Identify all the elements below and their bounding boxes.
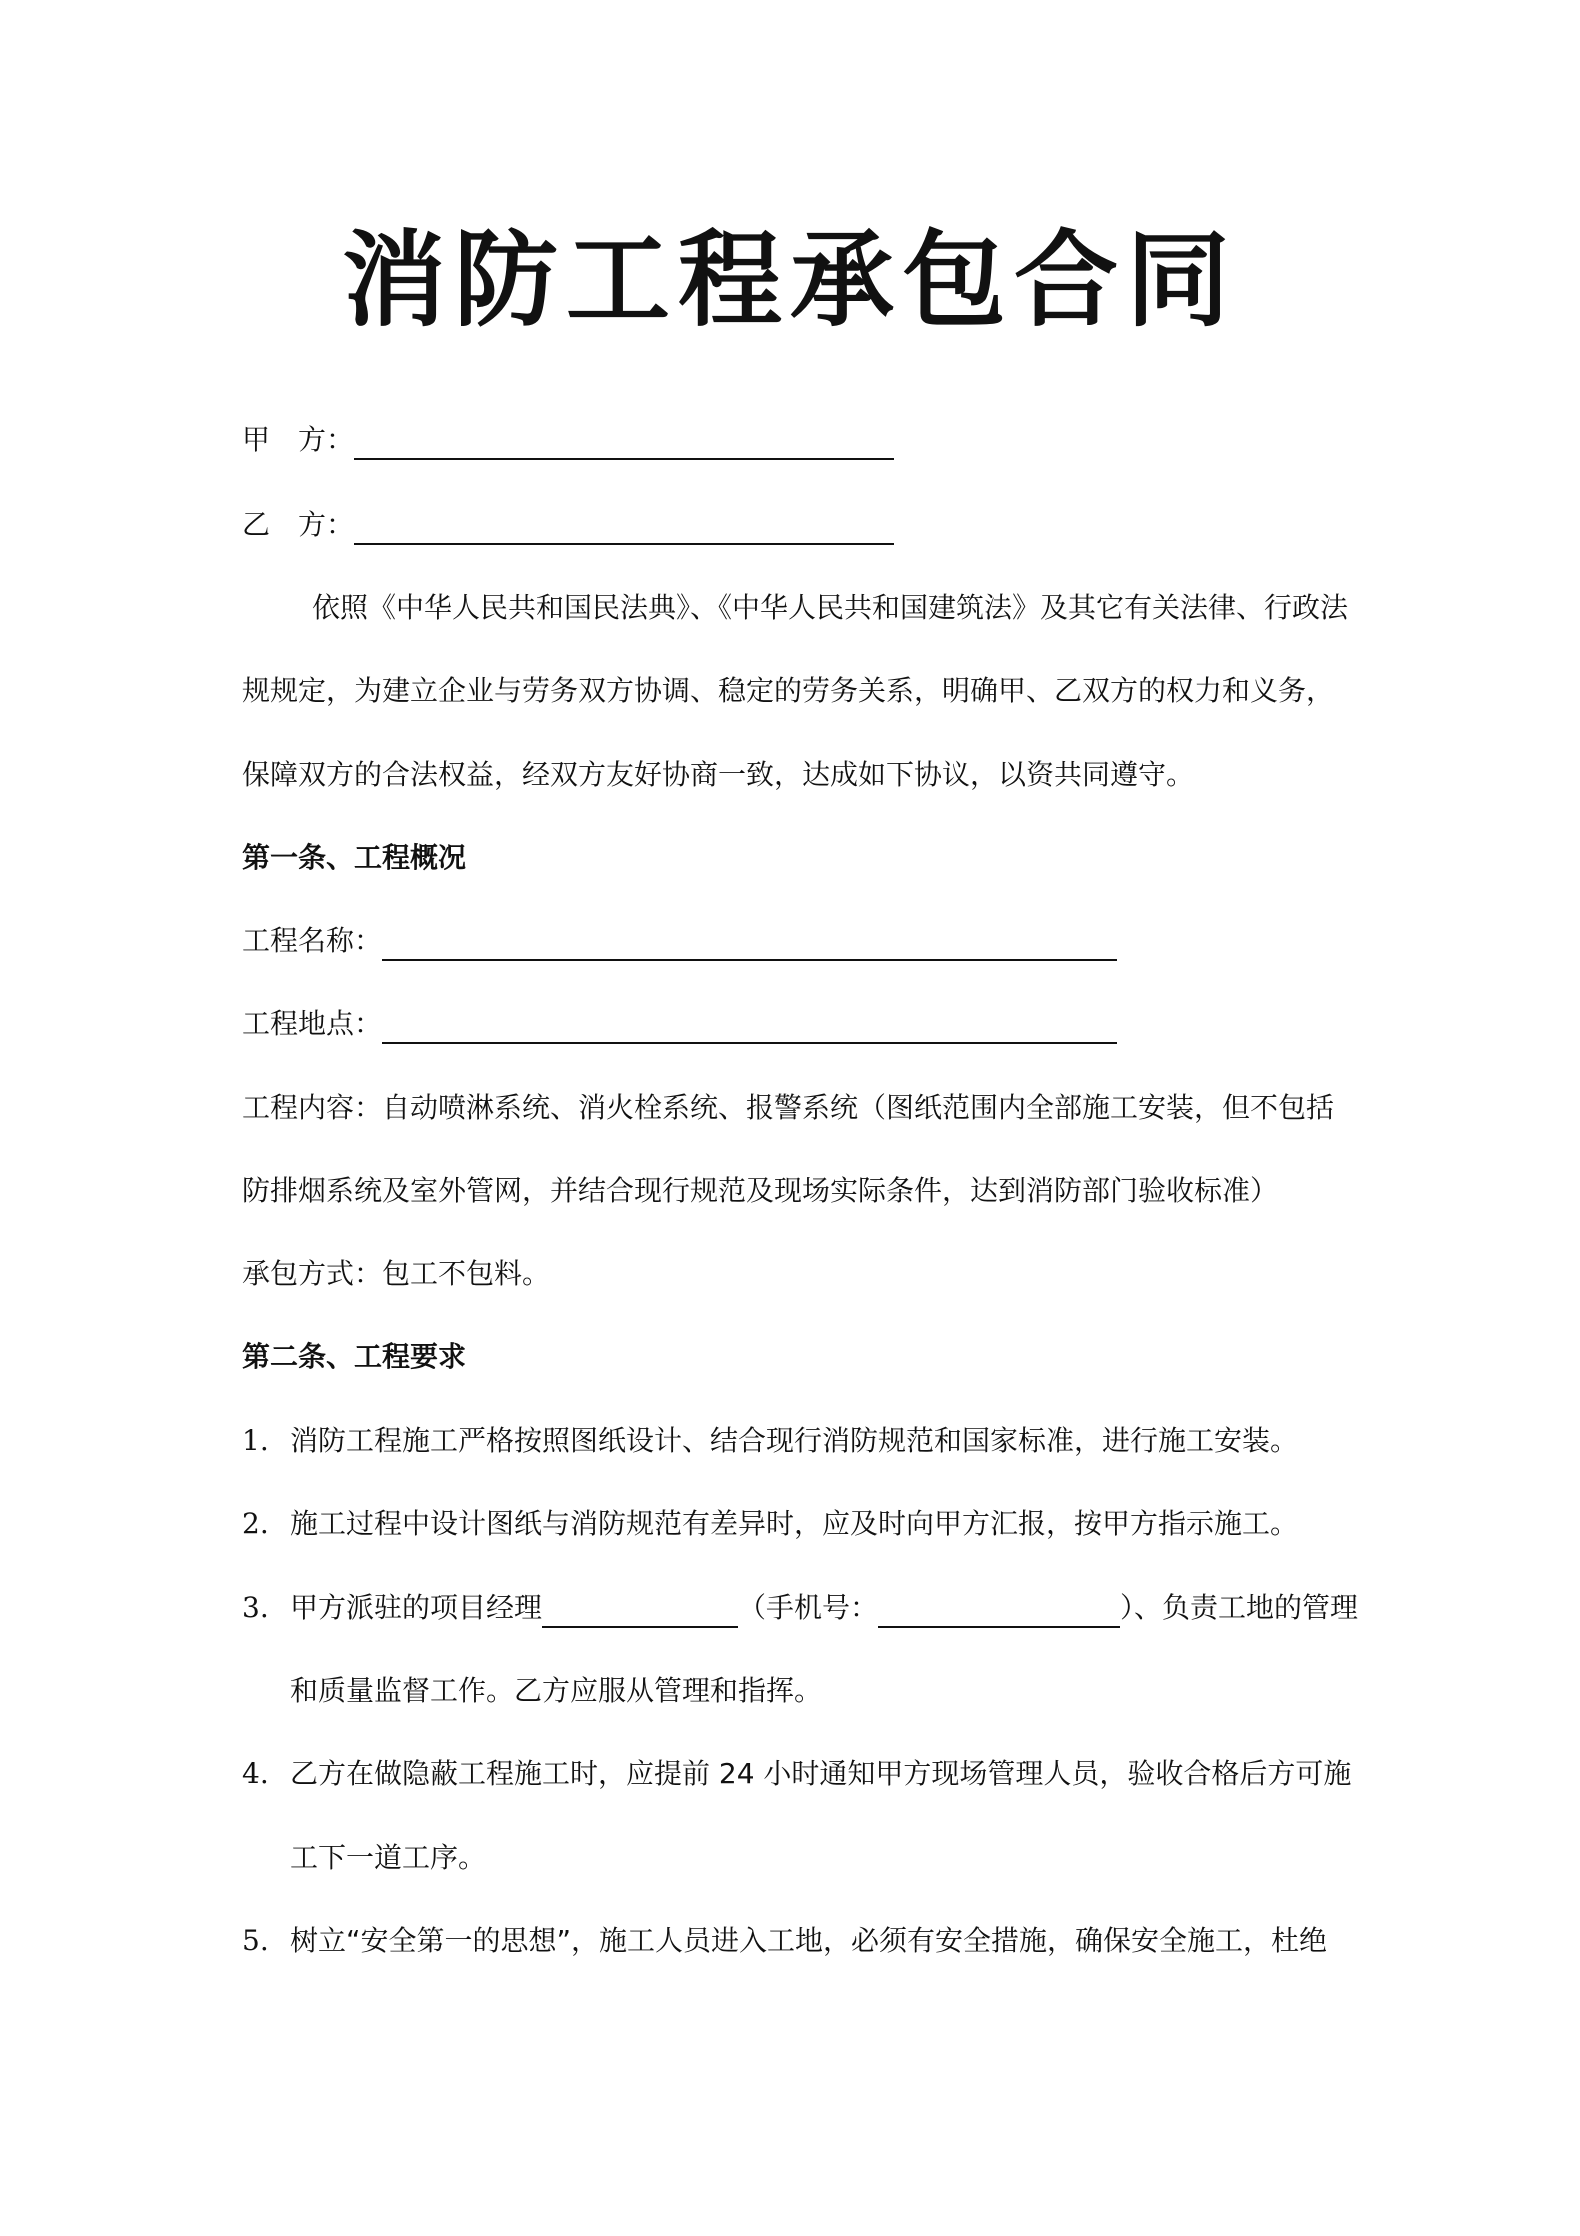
party-a-row xyxy=(242,420,894,460)
intro-line-2: 规规定，为建立企业与劳务双方协调、稳定的劳务关系，明确甲、乙双方的权力和义务， xyxy=(242,674,1335,707)
project-name-label: 工程名称： xyxy=(242,924,383,957)
requirement-item xyxy=(242,1921,1327,1961)
project-content-line-1: 工程内容：自动喷淋系统、消火栓系统、报警系统（图纸范围内全部施工安装，但不包括 xyxy=(242,1091,1335,1124)
party-b-row xyxy=(242,505,894,545)
party-a-blank xyxy=(354,428,894,460)
party-b-blank xyxy=(354,513,894,545)
project-site-label: 工程地点： xyxy=(242,1007,383,1040)
item-text: 消防工程施工严格按照图纸设计、结合现行消防规范和国家标准，进行施工安装。 xyxy=(290,1424,1299,1457)
contract-mode: 承包方式：包工不包料。 xyxy=(242,1257,551,1290)
project-site-row xyxy=(242,1004,1117,1044)
requirement-item xyxy=(242,1754,1351,1794)
item-number: 3. xyxy=(242,1591,269,1624)
project-name-blank xyxy=(382,929,1117,961)
document-title: 消防工程承包合同 xyxy=(341,219,1238,341)
project-name-row xyxy=(242,921,1117,961)
section-1-heading: 第一条、工程概况 xyxy=(242,841,467,874)
item-number: 5. xyxy=(242,1924,269,1957)
project-content-line-2: 防排烟系统及室外管网，并结合现行规范及现场实际条件，达到消防部门验收标准） xyxy=(242,1174,1279,1207)
requirement-item xyxy=(242,1588,1358,1628)
requirement-item-continuation: 工下一道工序。 xyxy=(290,1841,487,1874)
requirement-item xyxy=(242,1504,1298,1544)
phone-number-blank xyxy=(878,1596,1120,1628)
requirement-item xyxy=(242,1421,1298,1461)
item-text: ）、负责工地的管理 xyxy=(1120,1591,1359,1624)
item-number: 1. xyxy=(242,1424,269,1457)
item-number: 2. xyxy=(242,1507,269,1540)
intro-line-3: 保障双方的合法权益，经双方友好协商一致，达成如下协议，以资共同遵守。 xyxy=(242,758,1195,791)
requirement-item-continuation: 和质量监督工作。乙方应服从管理和指挥。 xyxy=(290,1674,823,1707)
item-text: 施工过程中设计图纸与消防规范有差异时，应及时向甲方汇报，按甲方指示施工。 xyxy=(290,1507,1299,1540)
item-text: 乙方在做隐蔽工程施工时，应提前 24 小时通知甲方现场管理人员，验收合格后方可施 xyxy=(290,1757,1352,1790)
item-text: 树立“安全第一的思想”，施工人员进入工地，必须有安全措施，确保安全施工，杜绝 xyxy=(290,1924,1328,1957)
section-2-heading: 第二条、工程要求 xyxy=(242,1340,467,1373)
intro-line-1: 依照《中华人民共和国民法典》、《中华人民共和国建筑法》及其它有关法律、行政法 xyxy=(312,591,1349,624)
item-text: 甲方派驻的项目经理 xyxy=(290,1591,543,1624)
manager-name-blank xyxy=(542,1596,738,1628)
party-a-label: 甲 方： xyxy=(242,423,355,456)
project-site-blank xyxy=(382,1012,1117,1044)
item-text: （手机号： xyxy=(738,1591,879,1624)
party-b-label: 乙 方： xyxy=(242,508,355,541)
item-number: 4. xyxy=(242,1757,269,1790)
